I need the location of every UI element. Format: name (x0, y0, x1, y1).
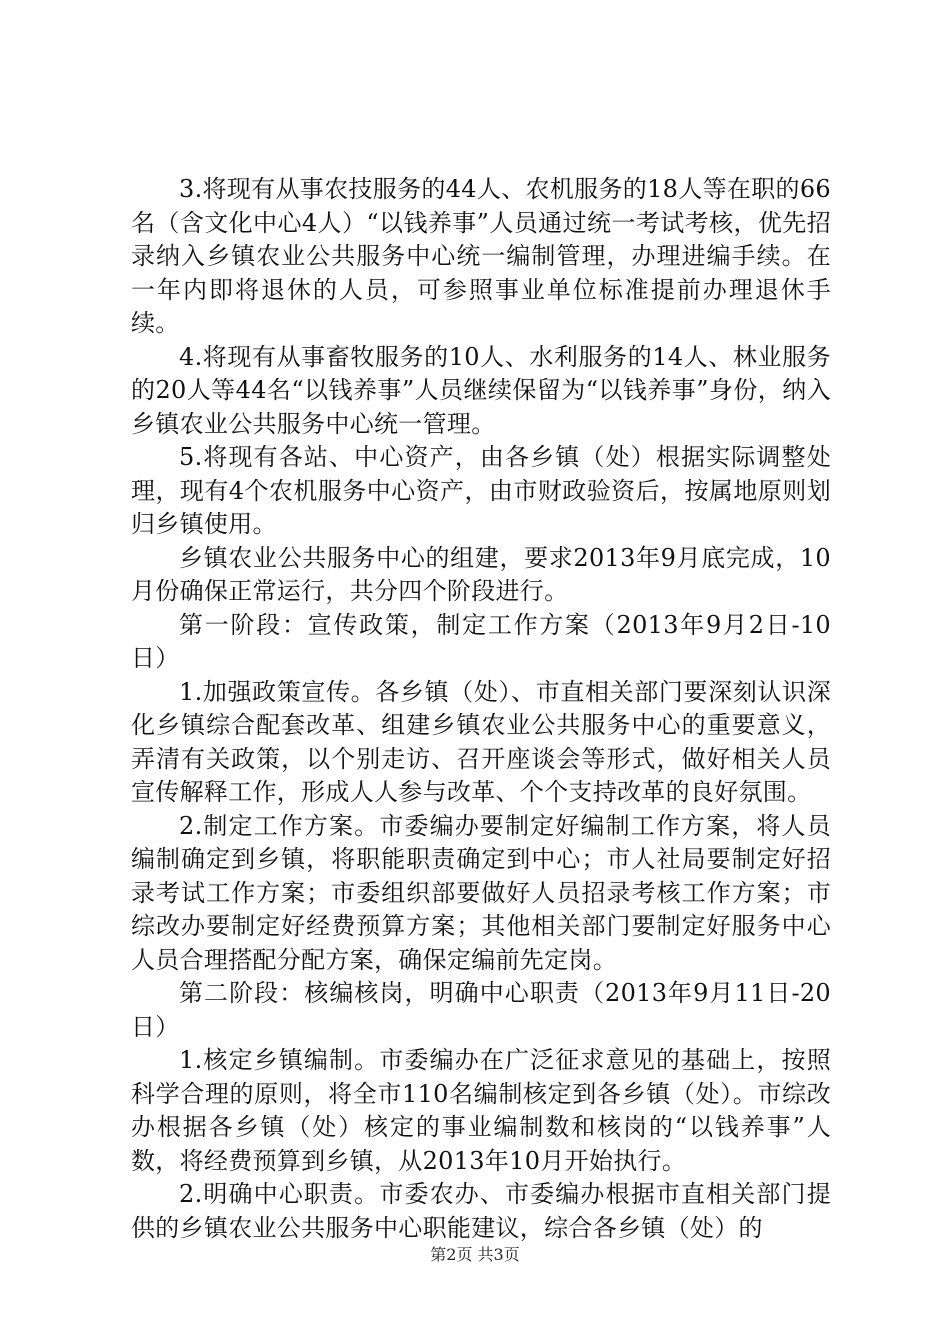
paragraph-stage-two-item-2: 2.明确中心职责。市委农办、市委编办根据市直相关部门提供的乡镇农业公共服务中心职能建议，综合各乡镇（处）的 (131, 1180, 831, 1242)
paragraph-stage-two-heading: 第二阶段：核编核岗，明确中心职责（2013年9月11日-20日） (131, 979, 831, 1041)
paragraph-stage-one-item-2: 2.制定工作方案。市委编办要制定好编制工作方案，将人员编制确定到乡镇，将职能职责确定到中心；市人社局要制定好招录考试工作方案；市委组织部要做好人员招录考核工作方案；市综改办要制定好经费预算方案；其他相关部门要制定好服务中心人员合理搭配分配方案，确保定编前先定岗。 (131, 811, 831, 974)
page-number-footer: 第2页 共3页 (430, 1245, 520, 1264)
paragraph-item-4: 4.将现有从事畜牧服务的10人、水利服务的14人、林业服务的20人等44名“以钱养事”人员继续保留为“以钱养事”身份，纳入乡镇农业公共服务中心统一管理。 (131, 342, 831, 438)
document-body (131, 173, 831, 1245)
paragraph-schedule-intro: 乡镇农业公共服务中心的组建，要求2013年9月底完成，10月份确保正常运行，共分四个阶段进行。 (131, 543, 831, 605)
paragraph-item-3: 3.将现有从事农技服务的44人、农机服务的18人等在职的66名（含文化中心4人）“以钱养事”人员通过统一考试考核，优先招录纳入乡镇农业公共服务中心统一编制管理，办理进编手续。在一年内即将退休的人员，可参照事业单位标准提前办理退休手续。 (131, 175, 831, 337)
paragraph-stage-one-item-1: 1.加强政策宣传。各乡镇（处）、市直相关部门要深刻认识深化乡镇综合配套改革、组建乡镇农业公共服务中心的重要意义，弄清有关政策，以个别走访、召开座谈会等形式，做好相关人员宣传解释工作，形成人人参与改革、个个支持改革的良好氛围。 (131, 677, 831, 806)
paragraph-item-5: 5.将现有各站、中心资产，由各乡镇（处）根据实际调整处理，现有4个农机服务中心资产，由市财政验资后，按属地原则划归乡镇使用。 (131, 443, 831, 538)
paragraph-stage-two-item-1: 1.核定乡镇编制。市委编办在广泛征求意见的基础上，按照科学合理的原则，将全市110名编制核定到各乡镇（处）。市综改办根据各乡镇（处）核定的事业编制数和核岗的“以钱养事”人数，将经费预算到乡镇，从2013年10月开始执行。 (131, 1046, 831, 1175)
paragraph-stage-one-heading: 第一阶段：宣传政策，制定工作方案（2013年9月2日-10日） (131, 610, 831, 672)
